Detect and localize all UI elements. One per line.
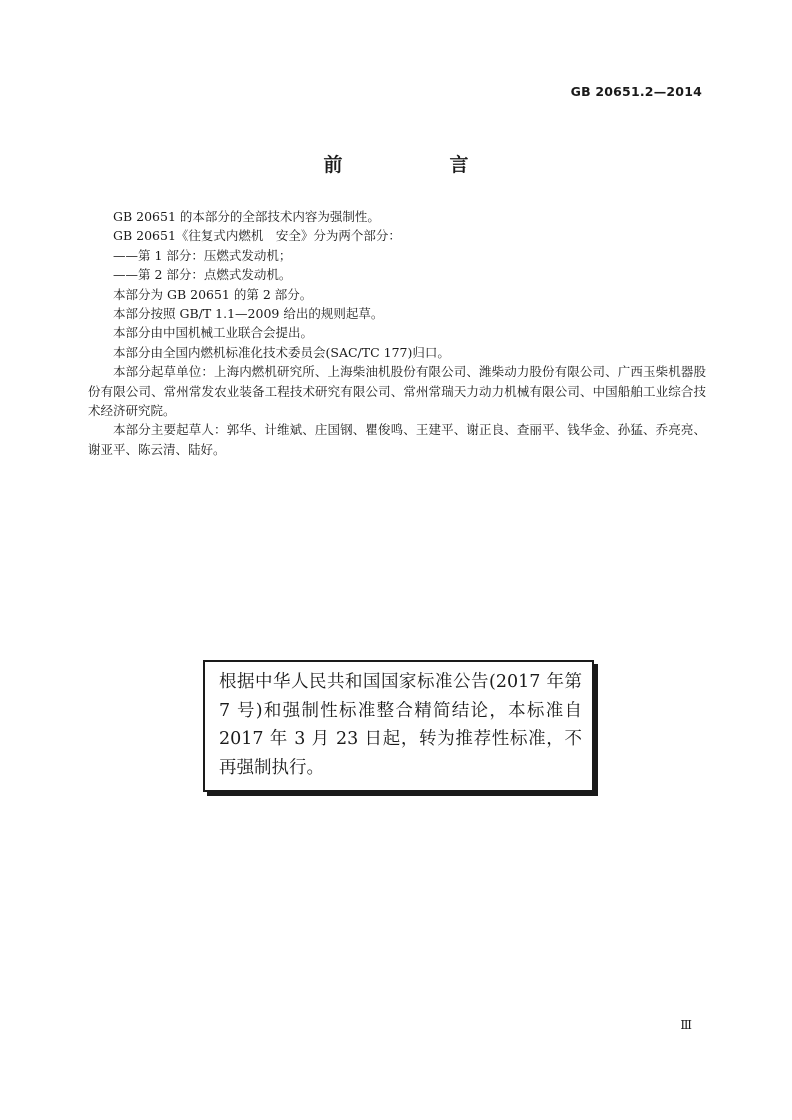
- page-number: Ⅲ: [680, 1018, 692, 1032]
- paragraph-drafters: 本部分主要起草人：郭华、计维斌、庄国钢、瞿俊鸣、王建平、谢正良、查丽平、钱华金、孙猛、乔亮亮、谢亚平、陈云清、陆好。: [88, 422, 706, 457]
- paragraph-proposed-by: 本部分由中国机械工业联合会提出。: [113, 325, 314, 341]
- paragraph-part-1: ——第 1 部分：压燃式发动机；: [113, 247, 292, 263]
- standard-code: GB 20651.2—2014: [570, 84, 702, 99]
- paragraph-drafting-rules: 本部分按照 GB/T 1.1—2009 给出的规则起草。: [113, 306, 384, 322]
- foreword-body: [88, 207, 706, 459]
- paragraph-part-2: ——第 2 部分：点燃式发动机。: [113, 267, 292, 283]
- paragraph-this-part: 本部分为 GB 20651 的第 2 部分。: [113, 286, 313, 302]
- paragraph-parts-intro: GB 20651《往复式内燃机 安全》分为两个部分：: [113, 228, 401, 244]
- paragraph-drafting-units: 本部分起草单位：上海内燃机研究所、上海柴油机股份有限公司、潍柴动力股份有限公司、广西玉柴机器股份有限公司、常州常发农业装备工程技术研究有限公司、常州常瑞天力动力机械有限公司、中国船舶工业综合技术经济研究院。: [88, 364, 706, 419]
- page-title: 前 言: [323, 154, 513, 176]
- paragraph-administered-by: 本部分由全国内燃机标准化技术委员会(SAC/TC 177)归口。: [113, 344, 450, 360]
- paragraph-mandatory-statement: GB 20651 的本部分的全部技术内容为强制性。: [113, 209, 380, 224]
- notice-box: 根据中华人民共和国国家标准公告(2017 年第 7 号)和强制性标准整合精简结论，本标准自 2017 年 3 月 23 日起，转为推荐性标准，不再强制执行。: [203, 660, 594, 792]
